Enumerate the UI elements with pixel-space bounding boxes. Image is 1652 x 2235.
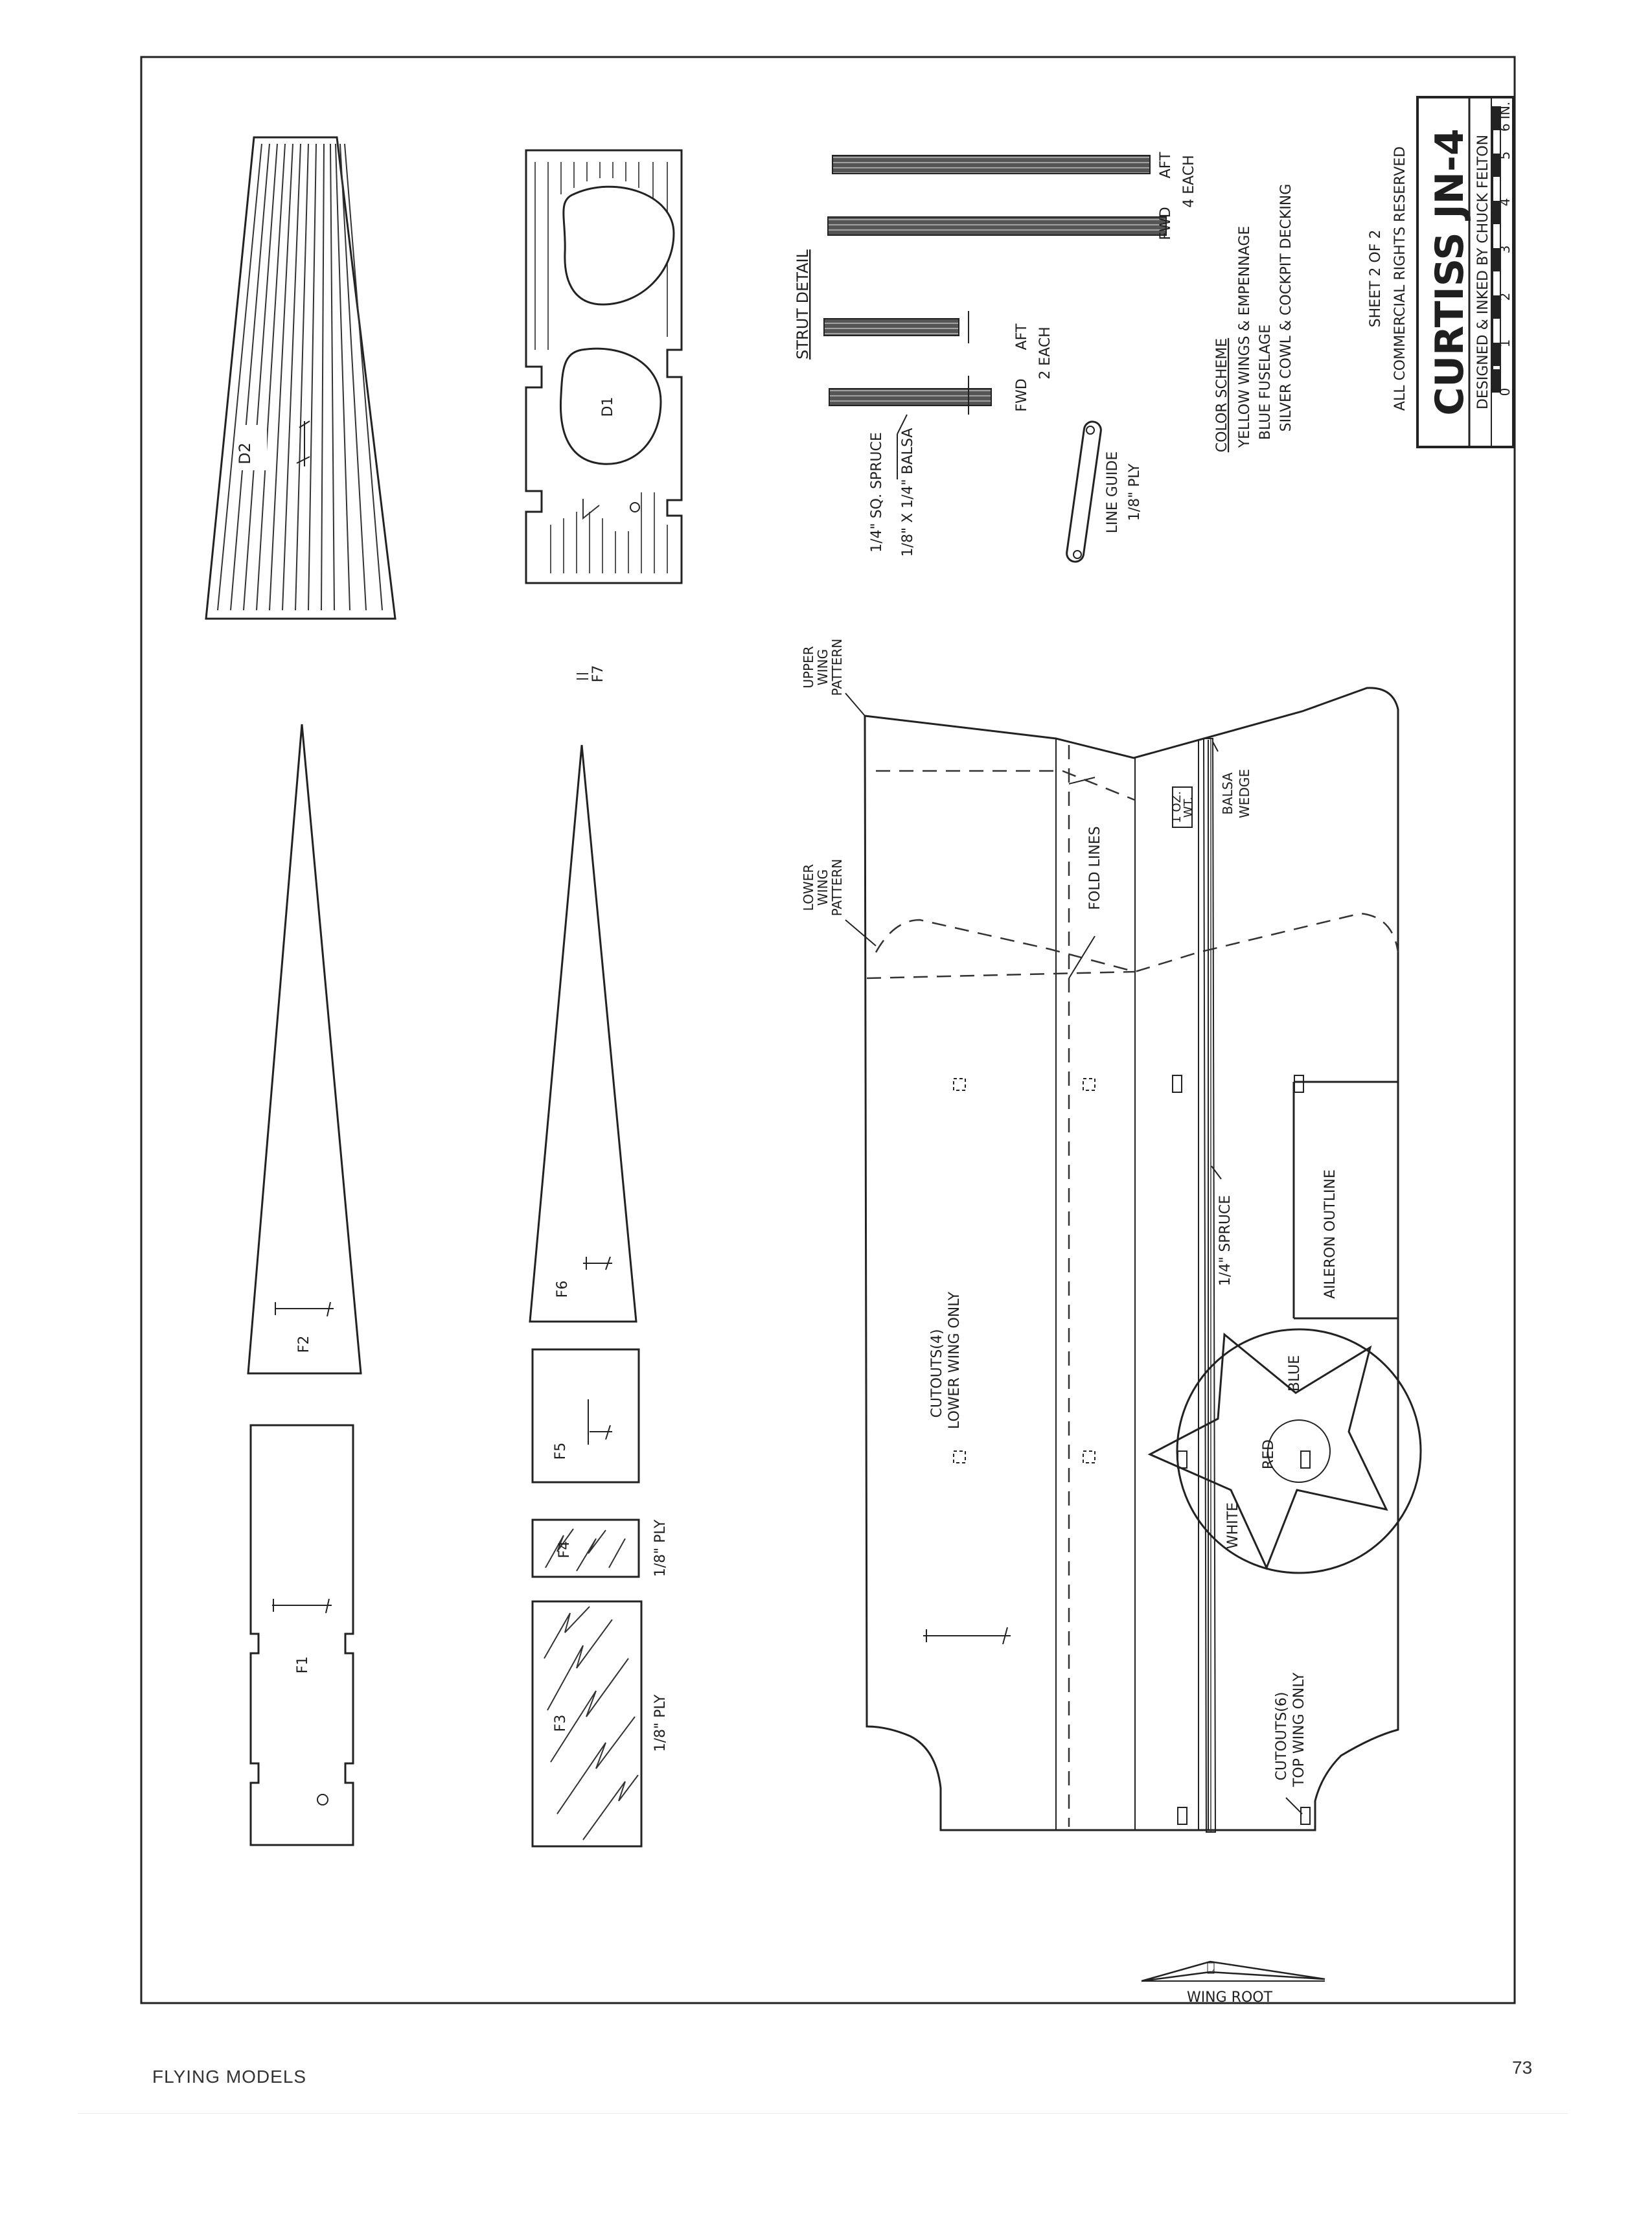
- color-scheme-line-1: YELLOW WINGS & EMPENNAGE: [1237, 225, 1253, 448]
- weight-label-2: WT.: [1182, 796, 1195, 818]
- color-scheme-line-2: BLUE FUSELAGE: [1257, 324, 1274, 441]
- balsa-wedge-2: WEDGE: [1237, 769, 1252, 818]
- strut-detail-heading: STRUT DETAIL: [794, 249, 812, 360]
- color-scheme-heading: COLOR SCHEME: [1214, 338, 1230, 453]
- line-guide-material: 1/8" PLY: [1127, 463, 1143, 522]
- part-f6: [530, 745, 636, 1322]
- lower-pattern-1: LOWER: [801, 864, 816, 911]
- part-f3: [533, 1601, 669, 1846]
- part-f5: [533, 1349, 639, 1482]
- cutouts-lower-1: CUTOUTS(4): [929, 1329, 945, 1418]
- color-scheme: [1214, 184, 1294, 453]
- f3-ply-label: 1/8" PLY: [652, 1694, 669, 1752]
- f6-label: F6: [555, 1280, 571, 1298]
- roundel-white: WHITE: [1225, 1502, 1241, 1550]
- wing-root: [1141, 1962, 1325, 2006]
- roundel-blue: BLUE: [1287, 1355, 1303, 1392]
- strut-balsa-label: 1/8" X 1/4" BALSA: [900, 428, 916, 557]
- part-f7: [577, 665, 606, 683]
- part-d1: [526, 150, 682, 583]
- f3-label: F3: [553, 1714, 569, 1732]
- weight-label-1: 1 OZ.: [1170, 791, 1184, 823]
- scan-edge: [78, 2113, 1568, 2114]
- f4-ply-label: 1/8" PLY: [652, 1519, 669, 1577]
- d1-label: D1: [600, 396, 616, 417]
- scale-1: 1: [1497, 339, 1513, 348]
- scale-6: 6 IN.: [1497, 101, 1513, 132]
- part-f1: [251, 1425, 353, 1845]
- cutouts-top-2: TOP WING ONLY: [1291, 1672, 1307, 1787]
- line-guide-label: LINE GUIDE: [1105, 451, 1121, 534]
- strut-fwd-short: FWD: [1014, 378, 1030, 412]
- scale-3: 3: [1497, 245, 1513, 254]
- part-f4: [533, 1519, 669, 1577]
- scale-5: 5: [1497, 151, 1513, 160]
- scale-0: 0: [1497, 387, 1513, 396]
- publication-name: FLYING MODELS: [152, 2067, 307, 2087]
- drawing-border: [141, 57, 1515, 2003]
- d2-label: D2: [236, 442, 254, 464]
- f5-label: F5: [553, 1442, 569, 1460]
- lower-pattern-2: WING: [815, 869, 831, 906]
- cutouts-lower-2: LOWER WING ONLY: [946, 1291, 963, 1430]
- upper-pattern-1: UPPER: [801, 646, 816, 689]
- strut-spruce-label: 1/4" SQ. SPRUCE: [869, 432, 885, 553]
- f2-label: F2: [296, 1335, 312, 1353]
- upper-pattern-3: PATTERN: [829, 638, 845, 696]
- cutouts-top-1: CUTOUTS(6): [1274, 1691, 1290, 1781]
- wing-root-label: WING ROOT: [1186, 1989, 1273, 2006]
- part-f2: [248, 724, 361, 1373]
- scale-4: 4: [1497, 198, 1513, 207]
- page-number: 73: [1512, 2057, 1533, 2078]
- wing-pattern: [801, 639, 1421, 1832]
- strut-aft-short: AFT: [1014, 323, 1030, 350]
- upper-pattern-2: WING: [815, 648, 831, 686]
- f4-label: F4: [556, 1541, 573, 1559]
- fold-lines-label: FOLD LINES: [1087, 826, 1103, 910]
- balsa-wedge-1: BALSA: [1220, 772, 1235, 815]
- f7-label: F7: [590, 665, 606, 683]
- scale-2: 2: [1497, 292, 1513, 301]
- sheet-number: SHEET 2 OF 2: [1368, 229, 1384, 328]
- plan-credit: DESIGNED & INKED BY CHUCK FELTON: [1475, 134, 1491, 410]
- strut-four-each: 4 EACH: [1181, 155, 1197, 208]
- roundel-red: RED: [1261, 1439, 1277, 1470]
- title-block: [1368, 97, 1513, 447]
- strut-two-each: 2 EACH: [1037, 327, 1053, 380]
- line-guide: [1066, 420, 1143, 562]
- f1-label: F1: [295, 1656, 311, 1674]
- aileron-label: AILERON OUTLINE: [1322, 1169, 1338, 1299]
- spruce-label: 1/4" SPRUCE: [1217, 1195, 1233, 1287]
- part-d2: [206, 137, 395, 619]
- color-scheme-line-3: SILVER COWL & COCKPIT DECKING: [1278, 183, 1294, 432]
- strut-aft-long: AFT: [1158, 152, 1174, 179]
- plan-title: CURTISS JN-4: [1427, 128, 1473, 416]
- strut-fwd-long: FWD: [1158, 207, 1174, 240]
- lower-pattern-3: PATTERN: [829, 858, 845, 917]
- rights-notice: ALL COMMERCIAL RIGHTS RESERVED: [1392, 146, 1408, 411]
